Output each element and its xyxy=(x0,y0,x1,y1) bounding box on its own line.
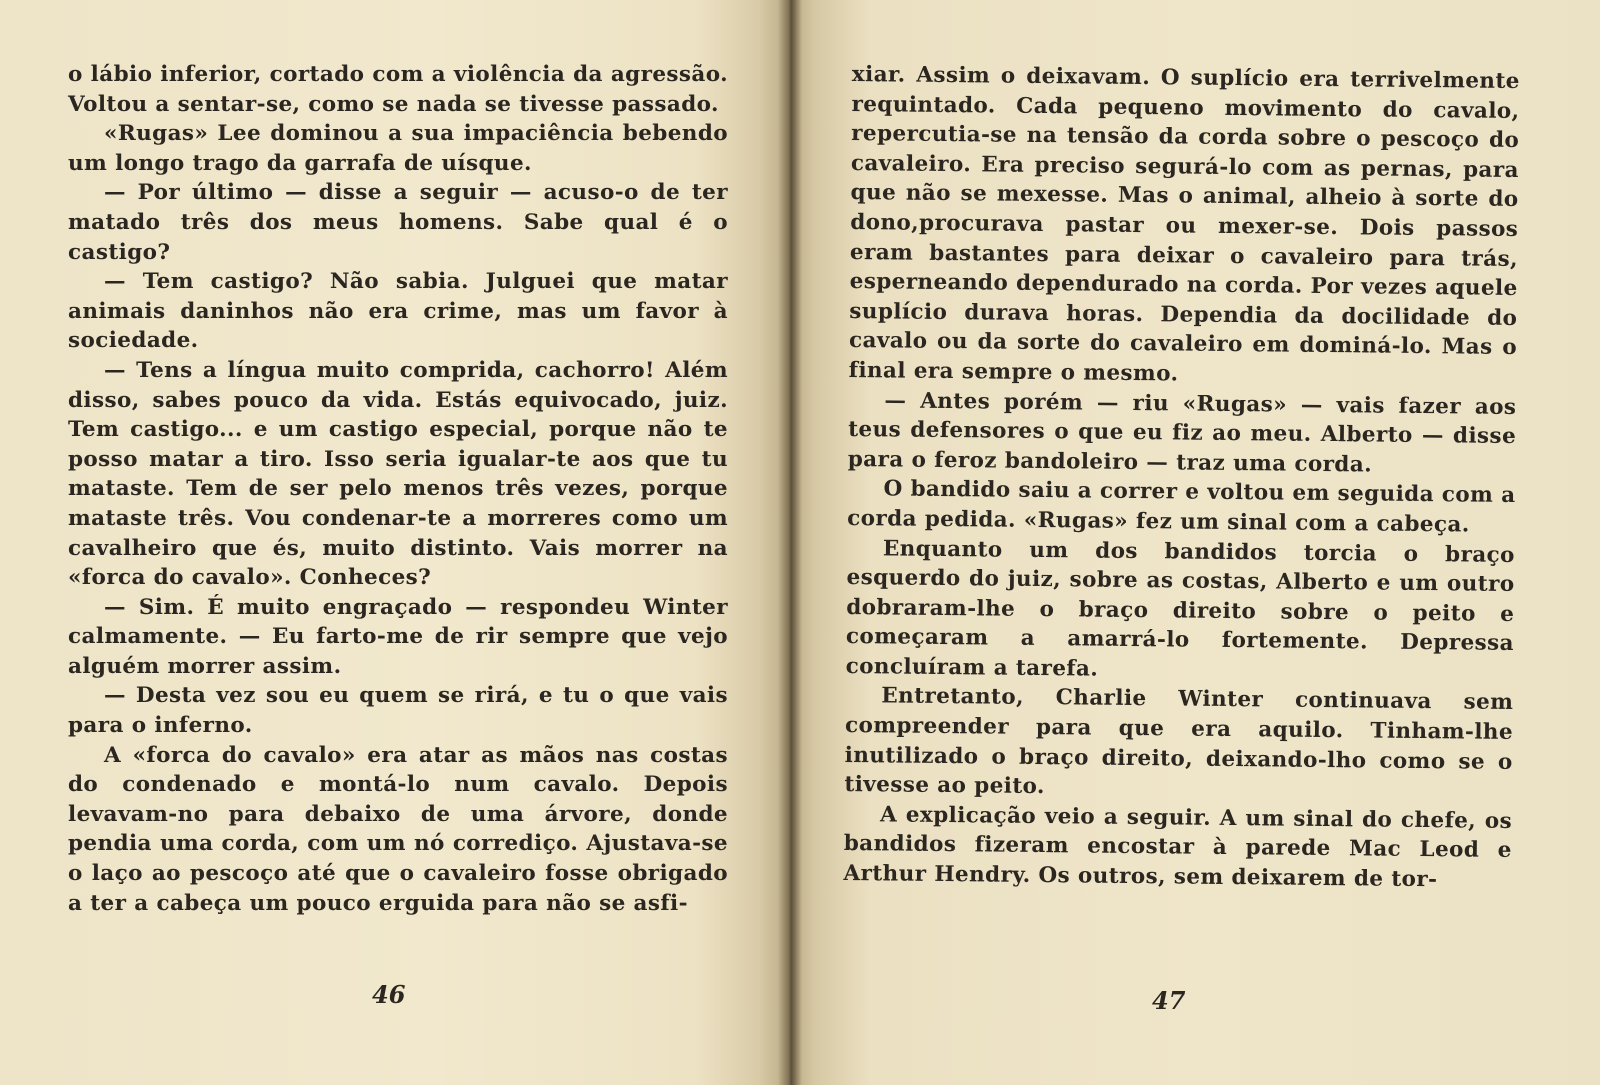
paragraph: Entretanto, Charlie Winter continuava sem compreender para que era aquilo. Tinham-lhe inutilizado o braço direito, deixando-lho como se o tivesse ao peito. xyxy=(844,683,1514,800)
paragraph: — Por último — disse a seguir — acuso-o de ter matado três dos meus homens. Sabe qual é o castigo? xyxy=(68,180,728,265)
paragraph: — Tem castigo? Não sabia. Julguei que matar animais daninhos não era crime, mas um favor à sociedade. xyxy=(68,269,728,354)
page-number-left: 46 xyxy=(372,980,406,1009)
paragraph: xiar. Assim o deixavam. O suplício era terrivelmente requintado. Cada pequeno movimento do cavalo, repercutia-se na tensão da corda sobre o pescoço do cavaleiro. Era preciso segurá-lo com as pernas, para que não se mexesse. Mas o animal, alheio à sorte do dono,procurava pastar ou mexer-se. Dois passos eram bastantes para deixar o cavaleiro para trás, esperneando dependurado na corda. Por vezes aquele suplício durava horas. Dependia da docilidade do cavalo ou da sorte do cavaleiro em dominá-lo. Mas o final era sempre o mesmo. xyxy=(848,61,1520,387)
paragraph: A «forca do cavalo» era atar as mãos nas costas do condenado e montá-lo num cavalo. Depois levavam-no para debaixo de uma árvore, donde pendia uma corda, com um nó corrediço. Ajustava-se o laço ao pescoço até que o cavaleiro fosse obrigado a ter a cabeça um pouco erguida para não se asfi- xyxy=(68,742,728,916)
left-page-text xyxy=(68,60,728,918)
paragraph: o lábio inferior, cortado com a violência da agressão. Voltou a sentar-se, como se nada se tivesse passado. xyxy=(68,62,728,117)
book-gutter xyxy=(778,0,802,1085)
paragraph: — Sim. É muito engraçado — respondeu Winter calmamente. — Eu farto-me de rir sempre que vejo alguém morrer assim. xyxy=(68,594,728,679)
right-page-text xyxy=(843,60,1520,896)
paragraph: O bandido saiu a correr e voltou em seguida com a corda pedida. «Rugas» fez um sinal com a cabeça. xyxy=(847,476,1516,538)
paragraph: — Desta vez sou eu quem se rirá, e tu o que vais para o inferno. xyxy=(68,683,728,739)
paragraph: Enquanto um dos bandidos torcia o braço esquerdo do juiz, sobre as costas, Alberto e um outro dobraram-lhe o braço direito sobre o peito e começaram a amarrá-lo fortemente. Depressa concluíram a tarefa. xyxy=(845,535,1515,682)
paragraph: — Tens a língua muito comprida, cachorro! Além disso, sabes pouco da vida. Estás equivocado, juiz. Tem castigo... e um castigo especial, porque não te posso matar a tiro. Isso seria igualar-te aos que tu mataste. Tem de ser pelo menos três vezes, porque mataste três. Vou condenar-te a morreres como um cavalheiro que és, muito distinto. Vais morrer na «forca do cavalo». Conheces? xyxy=(68,357,728,591)
paragraph: A explicação veio a seguir. A um sinal do chefe, os bandidos fizeram encostar à parede Mac Leod e Arthur Hendry. Os outros, sem deixarem de tor- xyxy=(843,802,1513,893)
right-page xyxy=(790,0,1600,1085)
left-page xyxy=(0,0,790,1085)
paragraph: «Rugas» Lee dominou a sua impaciência bebendo um longo trago da garrafa de uísque. xyxy=(68,121,728,176)
page-number-right: 47 xyxy=(1152,986,1186,1015)
paragraph: — Antes porém — riu «Rugas» — vais fazer aos teus defensores o que eu fiz ao meu. Alberto — disse para o feroz bandoleiro — traz uma corda. xyxy=(847,387,1517,478)
